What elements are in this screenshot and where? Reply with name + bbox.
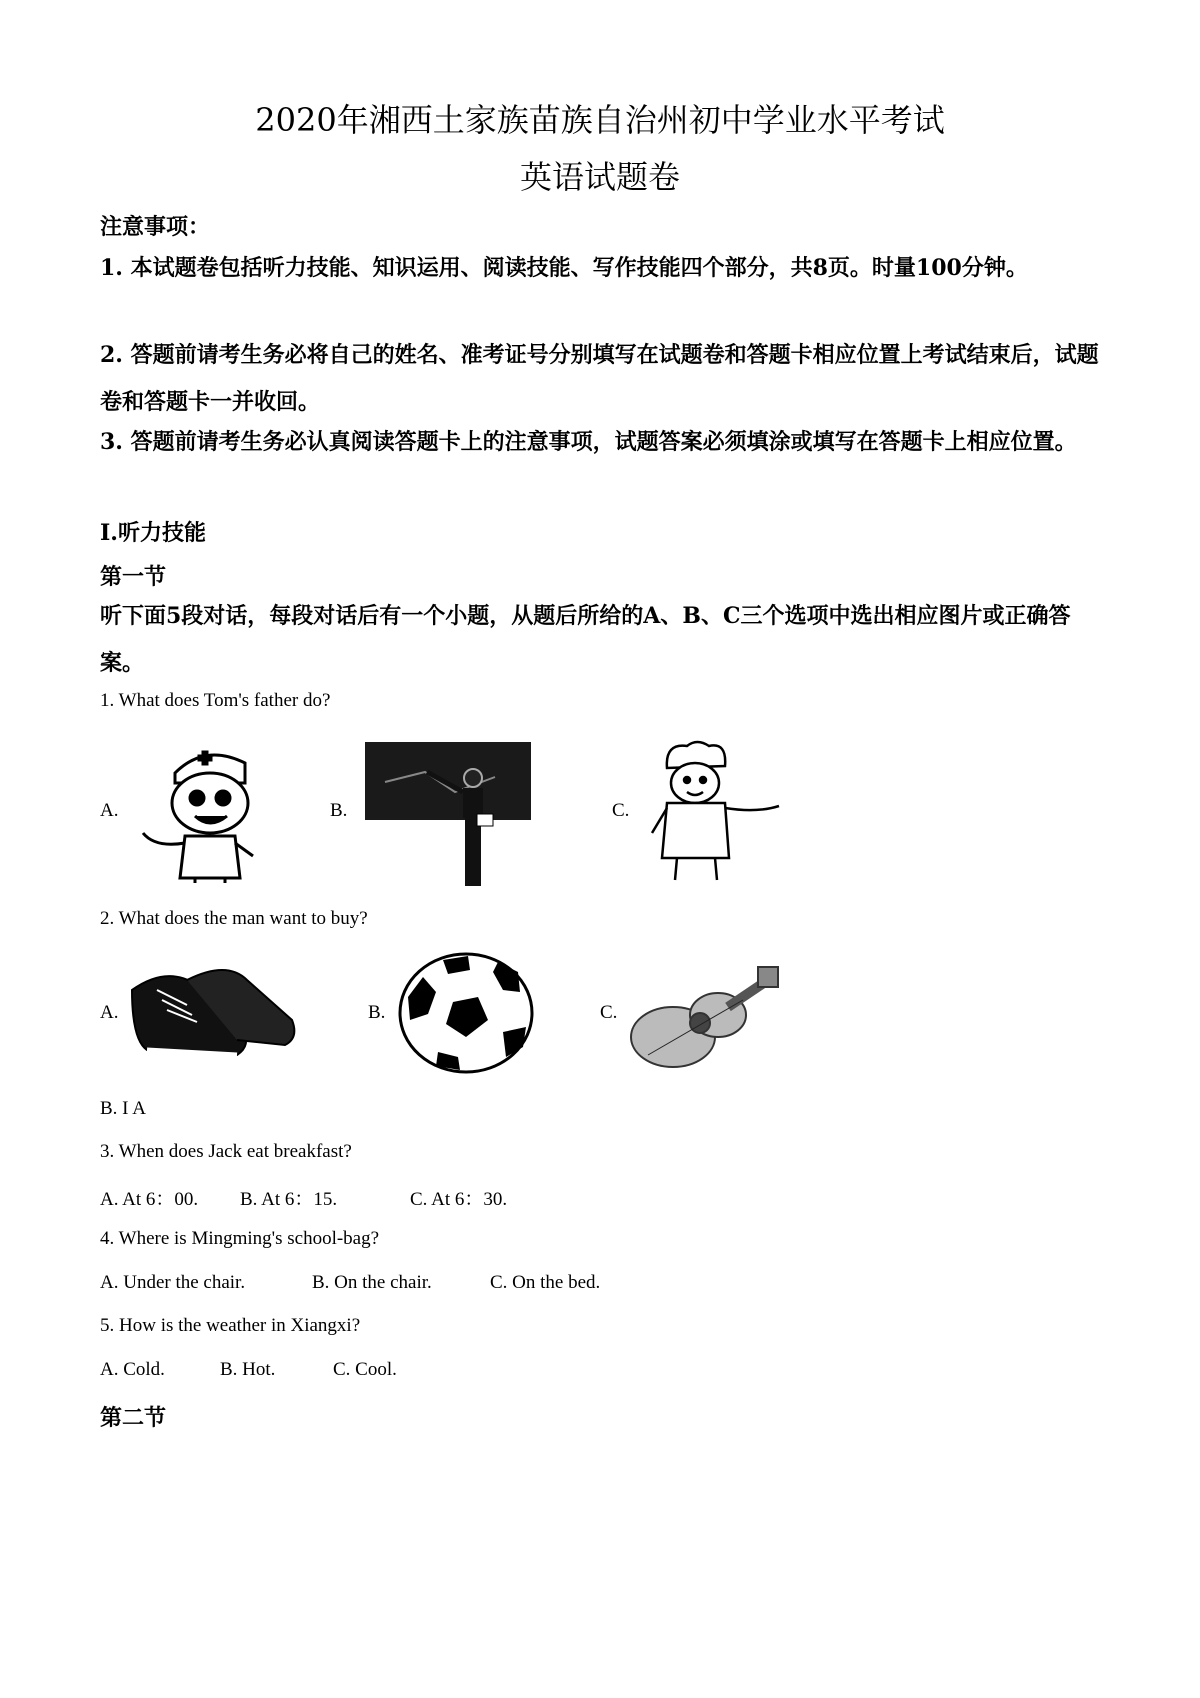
q4-option-c: C. On the bed. <box>490 1272 601 1293</box>
doctor-image <box>135 738 275 883</box>
question-5: 5. How is the weather in Xiangxi? <box>100 1315 361 1336</box>
soccer-ball-image <box>398 952 534 1074</box>
notes-heading: 注意事项： <box>100 214 211 240</box>
part-heading: I.听力技能 <box>100 520 206 546</box>
q3-option-b: B. At 6：15. <box>240 1189 338 1210</box>
section-heading-1: 第一节 <box>100 564 167 590</box>
section-heading-2: 第二节 <box>100 1405 167 1431</box>
q1-option-b-label: B. <box>330 800 348 821</box>
q2-option-b-label: B. <box>368 1002 386 1023</box>
q4-option-b: B. On the chair. <box>312 1272 432 1293</box>
question-4: 4. Where is Mingming's school-bag? <box>100 1228 380 1249</box>
question-3: 3. When does Jack eat breakfast? <box>100 1141 352 1162</box>
q2-option-a-label: A. <box>100 1002 119 1023</box>
q5-option-c: C. Cool. <box>333 1359 397 1380</box>
question-2: 2. What does the man want to buy? <box>100 908 368 929</box>
teacher-image <box>365 742 533 892</box>
listening-instruction: 听下面5段对话，每段对话后有一个小题，从题后所给的A、B、C三个选项中选出相应图片或正确答案。 <box>100 603 1071 676</box>
q5-option-b: B. Hot. <box>220 1359 276 1380</box>
page-subtitle: 英语试题卷 <box>519 158 680 196</box>
q2-answer-note: B. I A <box>100 1098 146 1119</box>
sneakers-image <box>127 960 299 1065</box>
q5-option-a: A. Cold. <box>100 1359 165 1380</box>
question-1: 1. What does Tom's father do? <box>100 690 331 711</box>
q2-option-c-label: C. <box>600 1002 618 1023</box>
page-title: 2020年湘西土家族苗族自治州初中学业水平考试 <box>255 101 945 139</box>
q4-option-a: A. Under the chair. <box>100 1272 246 1293</box>
q3-option-a: A. At 6：00. <box>100 1189 199 1210</box>
note-item-3: 3. 答题前请考生务必认真阅读答题卡上的注意事项，试题答案必须填涂或填写在答题卡上相应位置。 <box>100 429 1077 455</box>
note-item-1: 1. 本试题卷包括听力技能、知识运用、阅读技能、写作技能四个部分，共8页。时量100分钟。 <box>100 255 1028 281</box>
q3-option-c: C. At 6：30. <box>410 1189 508 1210</box>
q1-option-a-label: A. <box>100 800 119 821</box>
note-item-2: 2. 答题前请考生务必将自己的姓名、准考证号分别填写在试题卷和答题卡相应位置上考试结束后，试题卷和答题卡一并收回。 <box>100 342 1099 415</box>
guitar-image <box>628 965 783 1075</box>
chef-image <box>637 738 787 883</box>
q1-option-c-label: C. <box>612 800 630 821</box>
